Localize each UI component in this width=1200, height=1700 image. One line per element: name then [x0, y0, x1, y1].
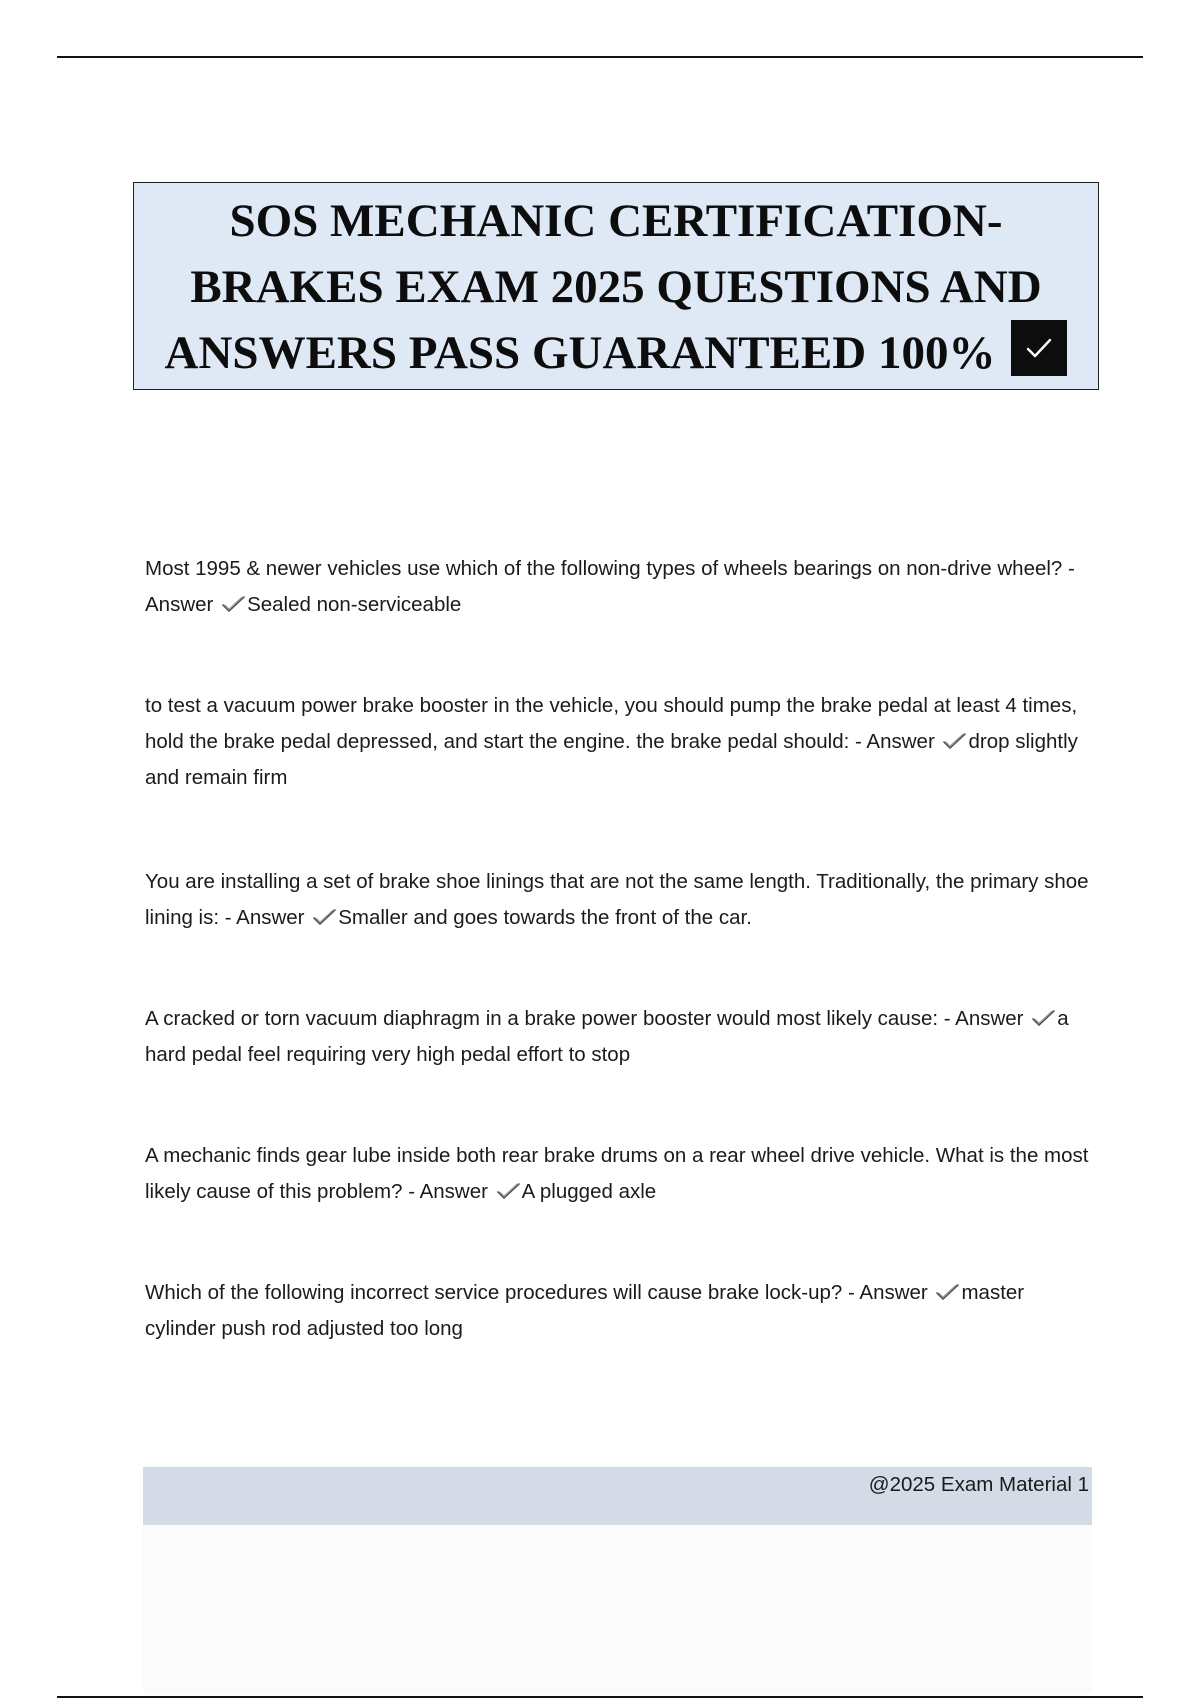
title-line-3: [165, 320, 1068, 386]
check-mark-icon: [221, 594, 246, 614]
footer-band: [143, 1467, 1092, 1525]
question-text: A mechanic finds gear lube inside both rear brake drums on a rear wheel drive vehicle. What is the most likely cause of this problem? - Answer: [145, 1144, 1089, 1203]
qa-item: [145, 551, 1095, 623]
question-text: to test a vacuum power brake booster in the vehicle, you should pump the brake pedal at least 4 times, hold the brake pedal depressed, and start the engine. the brake pedal should: - Answer: [145, 694, 1078, 753]
title-line-1: SOS MECHANIC CERTIFICATION-: [229, 195, 1003, 247]
answer-text: a hard pedal feel requiring very high pedal effort to stop: [145, 1007, 1069, 1066]
footer-text: @2025 Exam Material 1: [868, 1473, 1089, 1496]
answer-text: A plugged axle: [521, 1180, 657, 1203]
qa-item: [145, 864, 1095, 936]
qa-item: [145, 688, 1095, 796]
answer-text: Smaller and goes towards the front of the car.: [338, 906, 752, 929]
title-line-2: BRAKES EXAM 2025 QUESTIONS AND: [190, 261, 1042, 313]
qa-item: [145, 1138, 1095, 1210]
check-mark-icon: [1031, 1008, 1056, 1028]
check-mark-icon: [312, 907, 337, 927]
question-text: You are installing a set of brake shoe linings that are not the same length. Traditionally, the primary shoe lining is: - Answer: [145, 870, 1089, 929]
answer-text: master cylinder push rod adjusted too long: [145, 1281, 1025, 1340]
answer-text: Sealed non-serviceable: [247, 593, 462, 616]
qa-list: [145, 551, 1095, 1368]
check-square-icon: [1011, 320, 1067, 376]
top-rule: [57, 56, 1143, 58]
bottom-rule: [57, 1696, 1143, 1698]
check-mark-icon: [942, 731, 967, 751]
check-mark-icon: [496, 1181, 521, 1201]
check-mark-icon: [935, 1282, 960, 1302]
question-text: Which of the following incorrect service procedures will cause brake lock-up? - Answer: [145, 1281, 928, 1304]
question-text: Most 1995 & newer vehicles use which of the following types of wheels bearings on non-drive wheel? - Answer: [145, 557, 1075, 616]
qa-item: [145, 1275, 1095, 1347]
question-text: A cracked or torn vacuum diaphragm in a brake power booster would most likely cause: - Answer: [145, 1007, 1024, 1030]
title-line-3-text: ANSWERS PASS GUARANTEED 100%: [164, 327, 996, 379]
footer-area: [143, 1525, 1092, 1693]
qa-item: [145, 1001, 1095, 1073]
title-box: [133, 182, 1099, 390]
answer-text: drop slightly and remain firm: [145, 730, 1078, 789]
